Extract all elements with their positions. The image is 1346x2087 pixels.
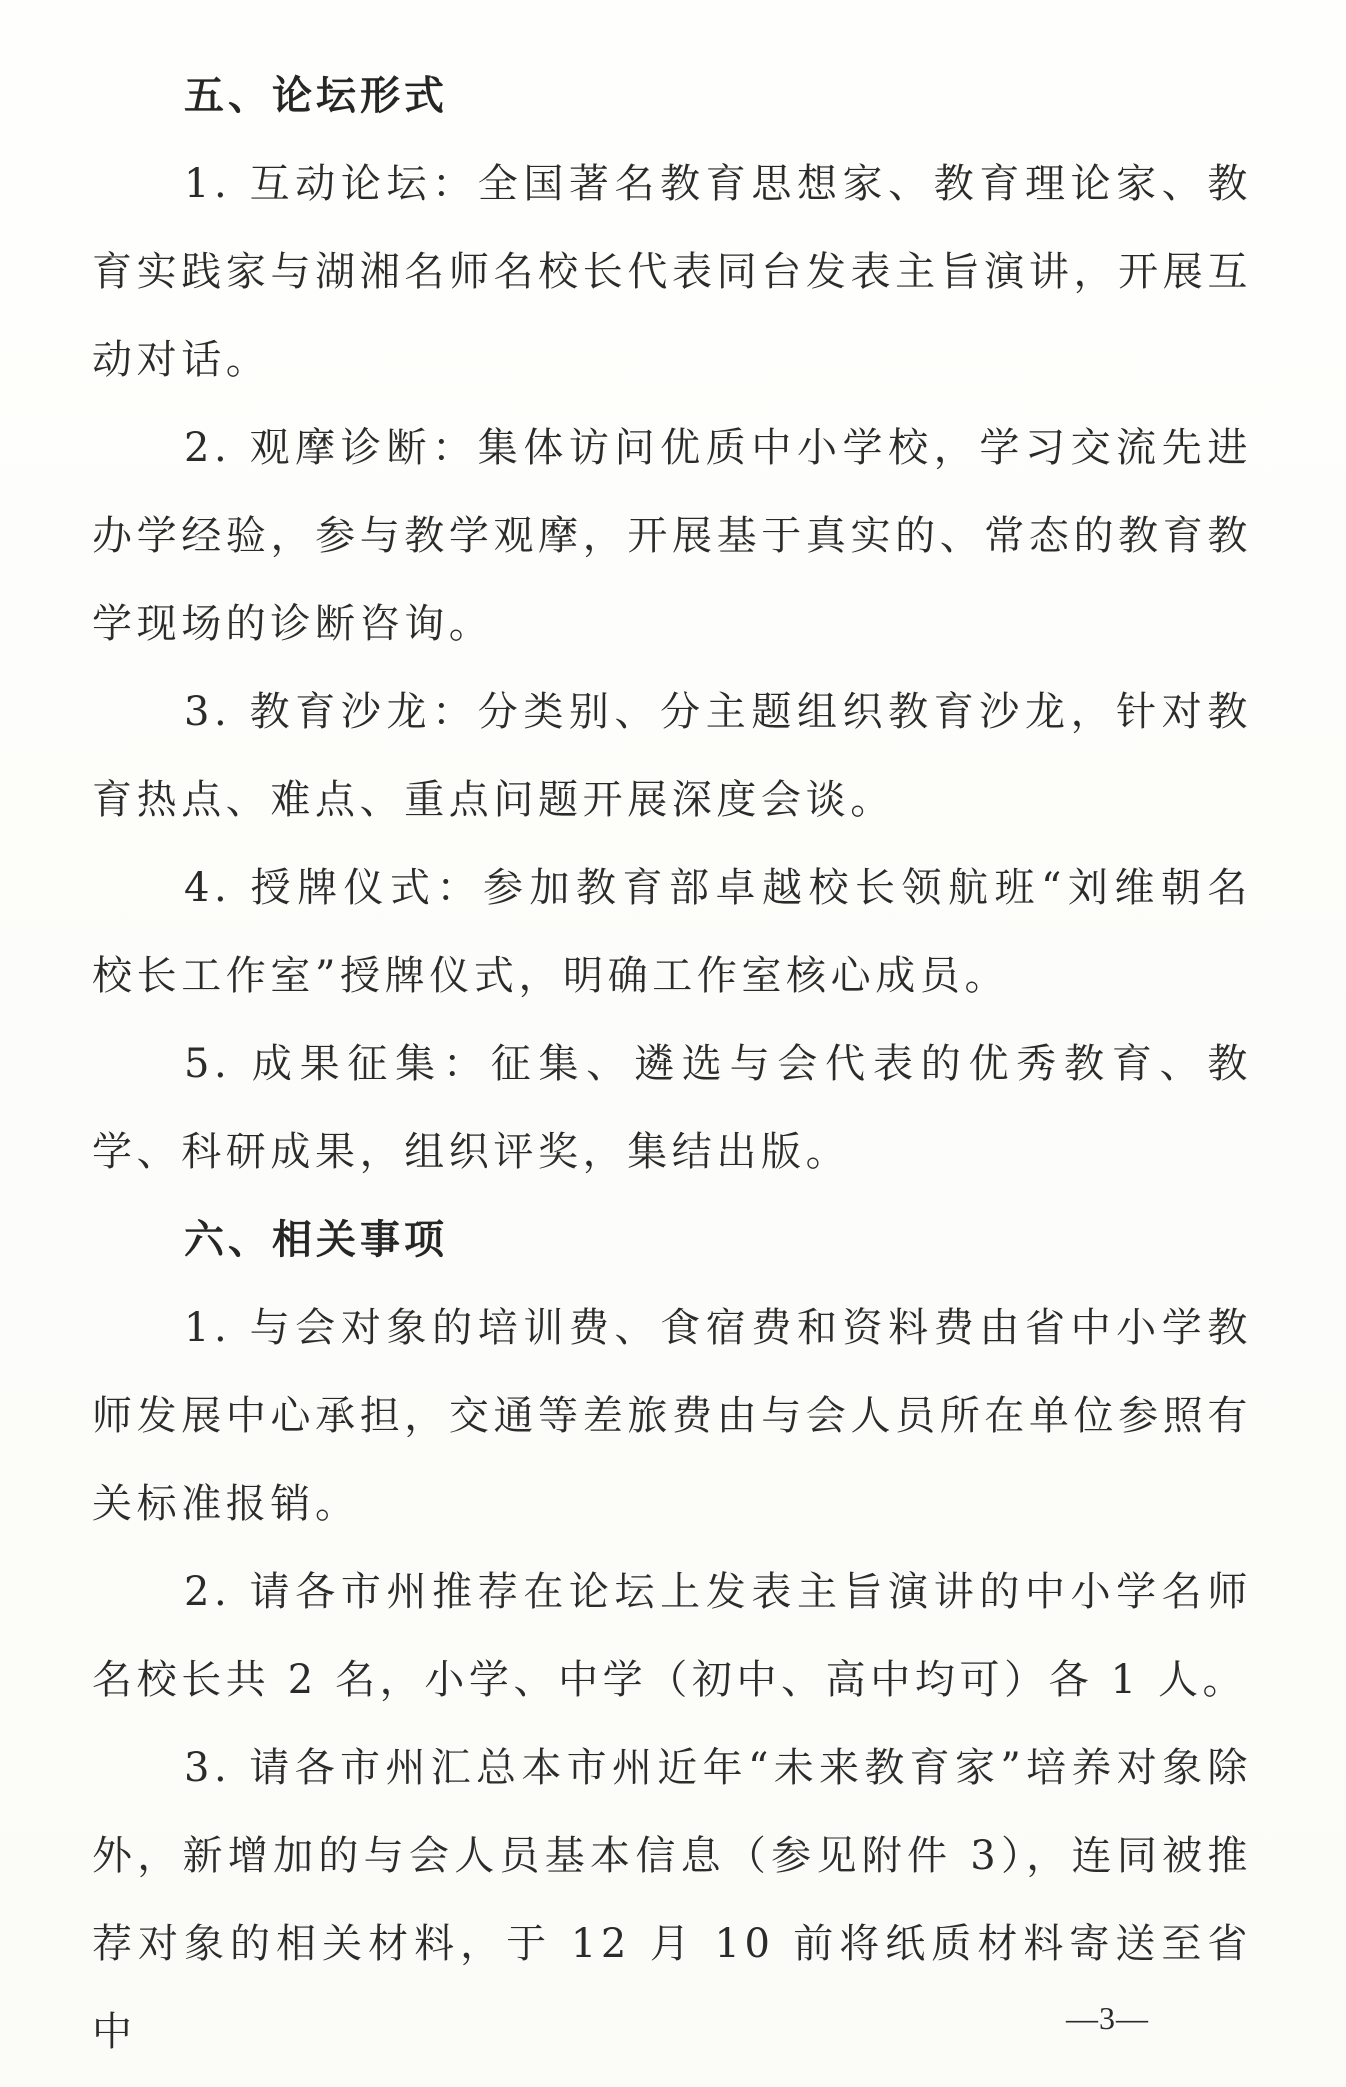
paragraph-award-ceremony: 4. 授牌仪式：参加教育部卓越校长领航班“刘维朝名校长工作室”授牌仪式，明确工作室核心成员。 [92, 865, 1252, 999]
paragraph-achievement-collection: 5. 成果征集：征集、遴选与会代表的优秀教育、教学、科研成果，组织评奖，集结出版。 [92, 1041, 1252, 1175]
document-body [92, 52, 1252, 2076]
paragraph-education-salon: 3. 教育沙龙：分类别、分主题组织教育沙龙，针对教育热点、难点、重点问题开展深度会谈。 [92, 689, 1252, 823]
paragraph-observation-diagnosis: 2. 观摩诊断：集体访问优质中小学校，学习交流先进办学经验，参与教学观摩，开展基于真实的、常态的教育教学现场的诊断咨询。 [92, 425, 1252, 647]
paragraph-attendee-information: 3. 请各市州汇总本市州近年“未来教育家”培养对象除外，新增加的与会人员基本信息（参见附件 3），连同被推荐对象的相关材料，于 12 月 10 前将纸质材料寄送至省中 [92, 1745, 1252, 2055]
page-number: —3— [1066, 2000, 1149, 2036]
section-heading-related-matters: 六、相关事项 [184, 1216, 448, 1263]
paragraph-speaker-recommendation: 2. 请各市州推荐在论坛上发表主旨演讲的中小学名师名校长共 2 名，小学、中学（初中、高中均可）各 1 人。 [92, 1569, 1252, 1703]
paragraph-interactive-forum: 1. 互动论坛：全国著名教育思想家、教育理论家、教育实践家与湖湘名师名校长代表同台发表主旨演讲，开展互动对话。 [92, 161, 1252, 383]
paragraph-fees: 1. 与会对象的培训费、食宿费和资料费由省中小学教师发展中心承担，交通等差旅费由与会人员所在单位参照有关标准报销。 [92, 1305, 1252, 1527]
section-heading-forum-format: 五、论坛形式 [184, 72, 448, 119]
